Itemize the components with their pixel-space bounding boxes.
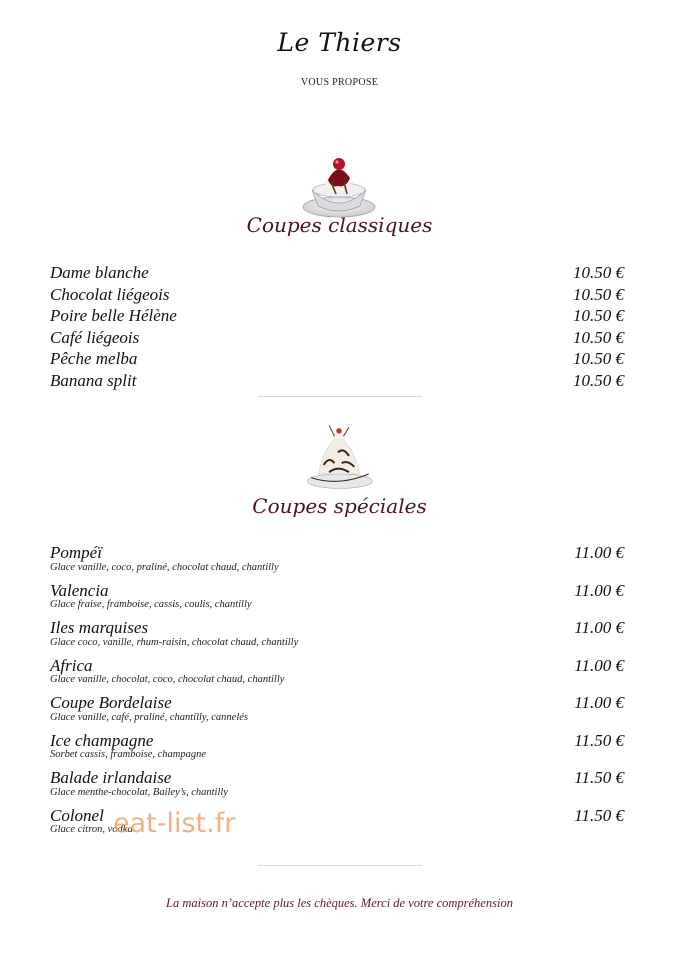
item-description: Glace fraise, framboise, cassis, coulis, chantilly: [50, 599, 252, 610]
section-title-classiques: Coupes classiques: [246, 213, 433, 237]
item-name: Banana split: [50, 370, 137, 390]
item-name: Valencia: [50, 580, 109, 600]
item-price: 10.50 €: [573, 263, 624, 282]
menu-item: [50, 305, 624, 327]
menu-item: [50, 617, 624, 655]
item-price: 11.00 €: [574, 693, 624, 712]
item-name: Colonel: [50, 805, 104, 825]
menu-item: [50, 655, 624, 693]
item-price: 10.50 €: [573, 327, 624, 347]
item-price: 11.50 €: [574, 730, 624, 750]
item-description: Glace citron, vodka: [50, 824, 133, 835]
item-name: Café liégeois: [50, 327, 140, 347]
item-price: 11.50 €: [574, 768, 624, 787]
item-price: 11.00 €: [574, 655, 624, 675]
menu-item: [50, 542, 624, 580]
item-price: 11.50 €: [574, 805, 624, 825]
watermark: eat-list.fr: [113, 808, 236, 839]
item-description: Glace vanille, café, praliné, chantilly, cannelés: [50, 711, 248, 723]
item-price: 10.50 €: [573, 306, 624, 325]
section-divider: [258, 865, 422, 866]
item-price: 10.50 €: [573, 370, 624, 390]
item-description: Glace coco, vanille, rhum-raisin, chocolat chaud, chantilly: [50, 636, 299, 648]
item-name: Iles marquises: [50, 618, 149, 637]
item-price: 10.50 €: [573, 284, 624, 304]
item-price: 11.00 €: [574, 543, 624, 562]
menu-item: [50, 284, 624, 306]
ice-cream-sundae-cherry-icon: [298, 150, 380, 222]
item-name: Balade irlandaise: [50, 768, 172, 787]
menu-item: [50, 327, 624, 349]
menu-item: [50, 348, 624, 370]
item-name: Poire belle Hélène: [50, 306, 177, 325]
section-title-speciales: Coupes spéciales: [252, 494, 427, 518]
item-name: Africa: [50, 655, 93, 675]
item-price: 11.00 €: [574, 618, 624, 637]
item-name: Ice champagne: [50, 730, 154, 750]
footer-notice: La maison n’accepte plus les chèques. Merci de votre compréhension: [166, 896, 513, 910]
menu-item: [50, 767, 624, 805]
menu-item: [50, 580, 624, 618]
item-name: Chocolat liégeois: [50, 284, 170, 304]
item-description: Glace vanille, coco, praliné, chocolat chaud, chantilly: [50, 561, 279, 573]
subtitle: VOUS PROPOSE: [300, 77, 379, 88]
item-description: Glace vanille, chocolat, coco, chocolat chaud, chantilly: [50, 674, 285, 685]
menu-item: [50, 692, 624, 730]
menu-item: [50, 370, 624, 392]
item-name: Coupe Bordelaise: [50, 693, 172, 712]
item-price: 11.00 €: [574, 580, 624, 600]
classic-items-list: [50, 262, 624, 391]
special-items-list: [50, 542, 624, 842]
item-name: Pompéï: [50, 543, 102, 562]
item-name: Dame blanche: [50, 263, 149, 282]
item-description: Sorbet cassis, framboise, champagne: [50, 749, 207, 760]
menu-item: [50, 730, 624, 768]
ice-cream-sundae-chocolate-icon: [298, 420, 380, 492]
section-divider: [258, 396, 422, 397]
restaurant-title: Le Thiers: [277, 28, 402, 57]
menu-item: [50, 262, 624, 284]
item-price: 10.50 €: [573, 349, 624, 368]
item-name: Pêche melba: [50, 349, 138, 368]
item-description: Glace menthe-chocolat, Bailey’s, chantilly: [50, 786, 228, 798]
